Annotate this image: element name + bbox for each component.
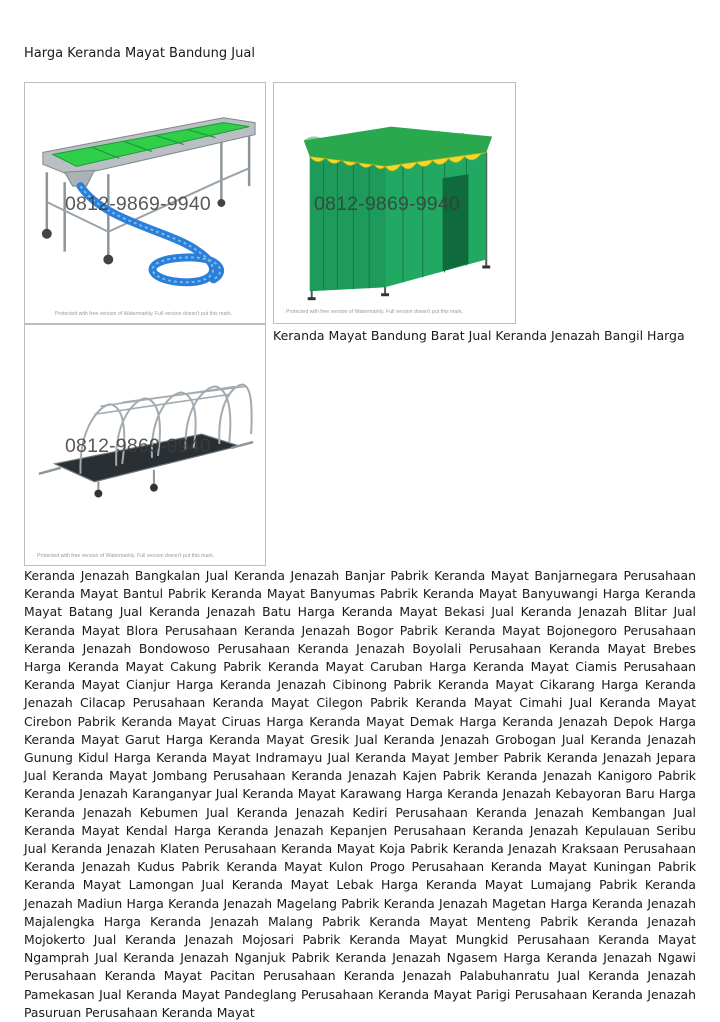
watermark-credit: Protected with free version of Watermarkly. Full version doesn't put this mark.: [286, 309, 464, 315]
watermark-credit: Protected with free version of Watermarkly. Full version doesn't put this mark.: [37, 553, 215, 559]
phone-watermark: 0812-9869-9940: [65, 193, 211, 215]
product-image-stretcher: [24, 324, 266, 566]
watermark-credit: Protected with free version of Watermarkly. Full version doesn't put this mark.: [55, 311, 233, 317]
page-title: Harga Keranda Mayat Bandung Jual: [24, 46, 255, 61]
body-paragraph: Keranda Jenazah Bangkalan Jual Keranda Jenazah Banjar Pabrik Keranda Mayat Banjarnegara Perusahaan Keranda Mayat Bantul Pabrik Keranda Mayat Banyumas Pabrik Keranda Mayat Banyuwangi Harga Keranda Mayat Batang Jual Keranda Jenazah Batu Harga Keranda Mayat Bekasi Jual Keranda Jenazah Blitar Jual Keranda Mayat Blora Perusahaan Keranda Jenazah Bogor Pabrik Keranda Mayat Bojonegoro Perusahaan Keranda Jenazah Bondowoso Perusahaan Keranda Jenazah Boyolali Perusahaan Keranda Mayat Brebes Harga Keranda Mayat Cakung Pabrik Keranda Mayat Caruban Harga Keranda Mayat Ciamis Perusahaan Keranda Mayat Cianjur Harga Keranda Jenazah Cibinong Pabrik Keranda Mayat Cikarang Harga Keranda Jenazah Cilacap Perusahaan Keranda Mayat Cilegon Pabrik Keranda Mayat Cimahi Jual Keranda Mayat Cirebon Pabrik Keranda Mayat Ciruas Harga Keranda Mayat Demak Harga Keranda Jenazah Depok Harga Keranda Mayat Garut Harga Keranda Mayat Gresik Jual Keranda Jenazah Grobogan Jual Keranda Jenazah Gunung Kidul Harga Keranda Mayat Indramayu Jual Keranda Mayat Jember Pabrik Keranda Jenazah Jepara Jual Keranda Mayat Jombang Perusahaan Keranda Jenazah Kajen Pabrik Keranda Jenazah Kanigoro Pabrik Keranda Jenazah Karanganyar Jual Keranda Mayat Karawang Harga Keranda Jenazah Kebayoran Baru Harga Keranda Jenazah Kebumen Jual Keranda Jenazah Kediri Perusahaan Keranda Jenazah Kembangan Jual Keranda Mayat Kendal Harga Keranda Jenazah Kepanjen Perusahaan Keranda Jenazah Kepulauan Seribu Jual Keranda Jenazah Klaten Perusahaan Keranda Mayat Koja Pabrik Keranda Jenazah Kraksaan Perusahaan Keranda Jenazah Kudus Pabrik Keranda Mayat Kulon Progo Perusahaan Keranda Mayat Kuningan Pabrik Keranda Mayat Lamongan Jual Keranda Mayat Lebak Harga Keranda Mayat Lumajang Pabrik Keranda Jenazah Madiun Harga Keranda Jenazah Magelang Pabrik Keranda Jenazah Magetan Harga Keranda Jenazah Majalengka Harga Keranda Jenazah Malang Pabrik Keranda Mayat Menteng Pabrik Keranda Jenazah Mojokerto Jual Keranda Jenazah Mojosari Pabrik Keranda Mayat Mungkid Perusahaan Keranda Mayat Ngamprah Jual Keranda Jenazah Nganjuk Pabrik Keranda Jenazah Ngasem Harga Keranda Jenazah Ngawi Perusahaan Keranda Mayat Pacitan Perusahaan Keranda Jenazah Palabuhanratu Jual Keranda Jenazah Pamekasan Jual Keranda Mayat Pandeglang Perusahaan Keranda Mayat Parigi Perusahaan Keranda Jenazah Pasuruan Perusahaan Keranda Mayat: [24, 568, 696, 1020]
product-image-tent: [273, 82, 516, 324]
image-caption: Keranda Mayat Bandung Barat Jual Keranda Jenazah Bangil Harga: [273, 328, 685, 343]
phone-watermark: 0812-9869-9940: [65, 435, 211, 457]
phone-watermark: 0812-9869-9940: [314, 193, 460, 215]
product-image-bathing-table: [24, 82, 266, 324]
